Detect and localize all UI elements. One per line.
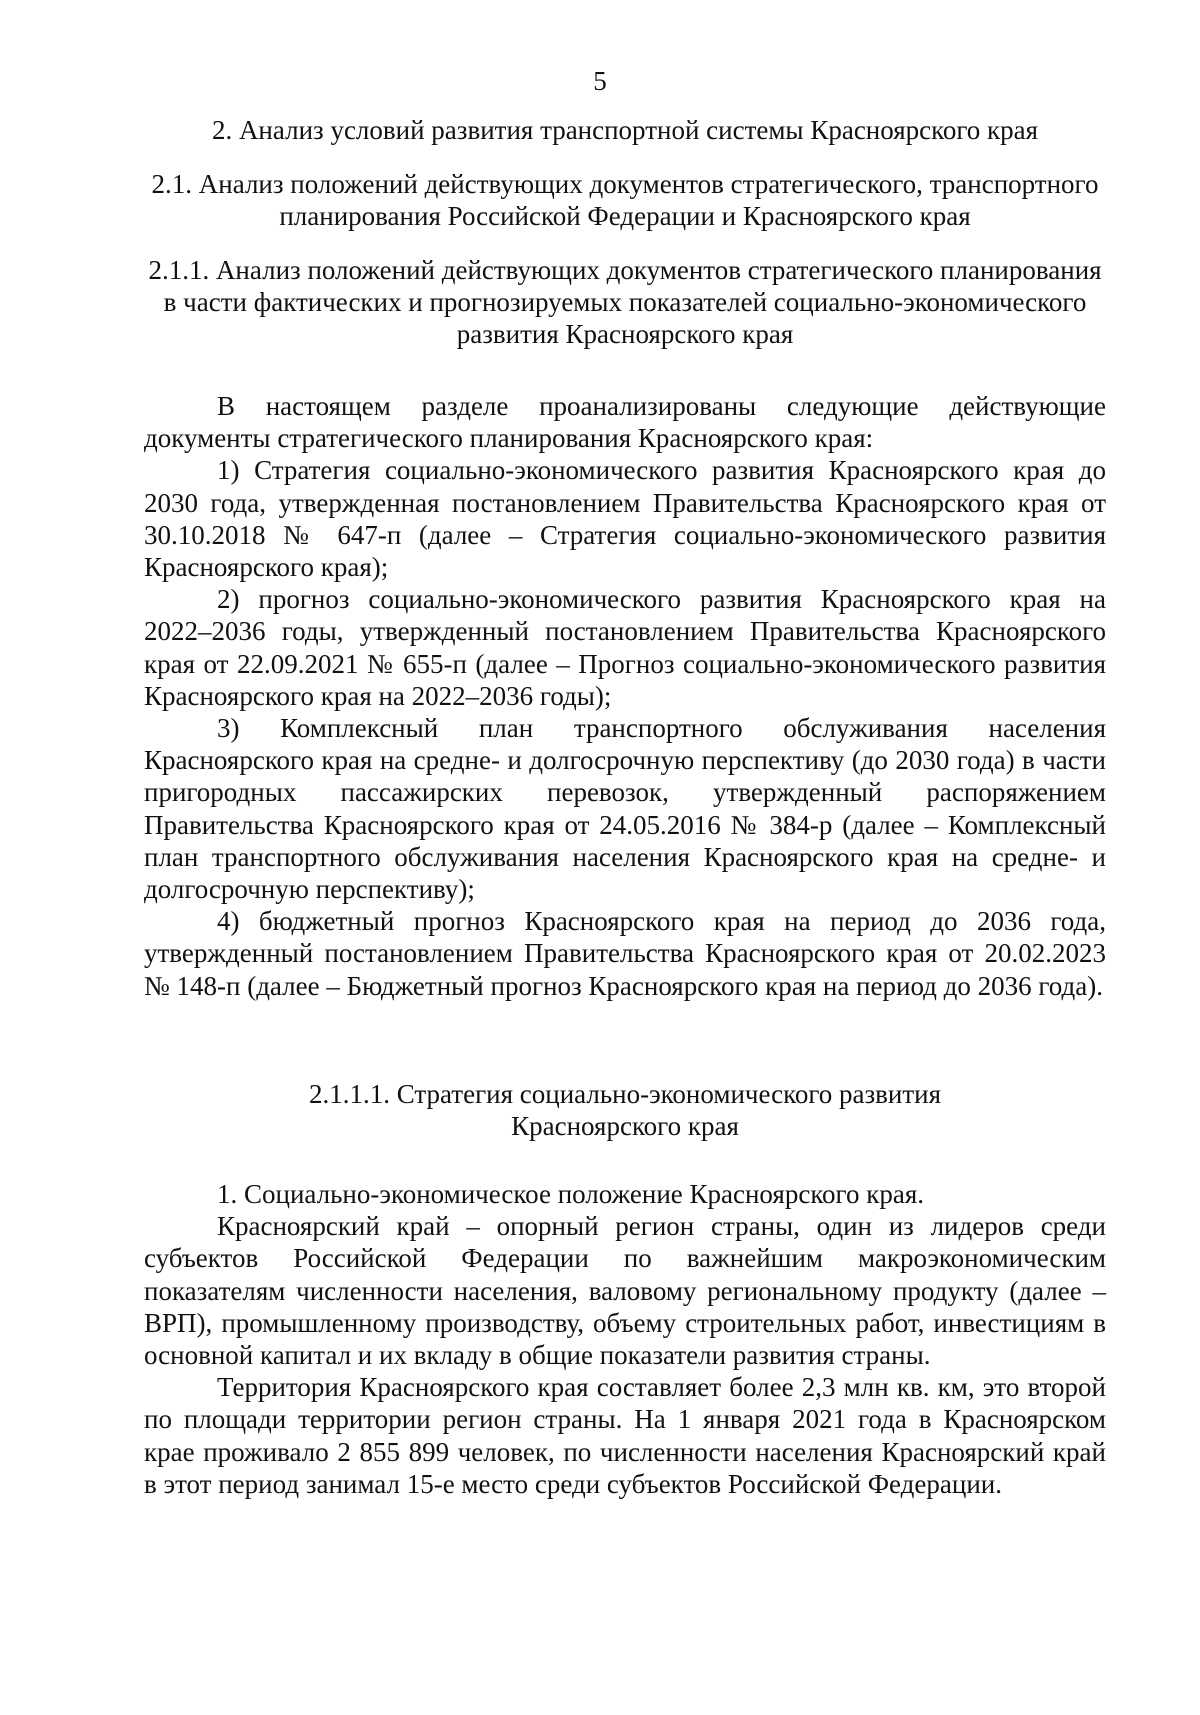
list-item: 2) прогноз социально-экономического развития Красноярского края на 2022–2036 годы, утвержденный постановлением Правительства Красноярского края от 22.09.2021 № 655-п (далее – Прогноз социально-экономического развития Красноярского края на 2022–2036 годы); — [144, 584, 1106, 711]
paragraph: Красноярский край – опорный регион страны, один из лидеров среди субъектов Российской Федерации по важнейшим макроэкономическим показателям численности населения, валовому региональному продукту (далее – ВРП), промышленному производству, объему строительных работ, инвестициям в основной капитал и их вкладу в общие показатели развития страны. — [144, 1211, 1106, 1371]
list-item: 1) Стратегия социально-экономического развития Красноярского края до 2030 года, утвержденная постановлением Правительства Красноярского края от 30.10.2018 № 647-п (далее – Стратегия социально-экономического развития Красноярского края); — [144, 455, 1106, 583]
strategy-text-block — [144, 1178, 1106, 1500]
page-number: 5 — [593, 66, 607, 96]
subsubsection-heading: 2.1.1. Анализ положений действующих документов стратегического планирования в части фактических и прогнозируемых показателей социально-экономического развития Красноярского края — [148, 255, 1102, 349]
list-item: 3) Комплексный план транспортного обслуживания населения Красноярского края на средне- и долгосрочную перспективу (до 2030 года) в части пригородных пассажирских перевозок, утвержденный распоряжением Правительства Красноярского края от 24.05.2016 № 384-р (далее – Комплексный план транспортного обслуживания населения Красноярского края на средне- и долгосрочную перспективу); — [144, 713, 1106, 905]
strategy-heading-line: Красноярского края — [511, 1111, 739, 1141]
section-heading: 2. Анализ условий развития транспортной системы Красноярского края — [211, 115, 1039, 145]
strategy-heading — [140, 1078, 1110, 1142]
list-item: 4) бюджетный прогноз Красноярского края на период до 2036 года, утвержденный постановлением Правительства Красноярского края от 20.02.2023 № 148-п (далее – Бюджетный прогноз Красноярского края на период до 2036 года). — [144, 906, 1106, 1001]
subsection-heading: 2.1. Анализ положений действующих документов стратегического, транспортного планирования Российской Федерации и Красноярского края — [151, 169, 1099, 231]
paragraph-intro: В настоящем разделе проанализированы следующие действующие документы стратегического планирования Красноярского края: — [144, 391, 1106, 454]
paragraph: Территория Красноярского края составляет более 2,3 млн кв. км, это второй по площади территории регион страны. На 1 января 2021 года в Красноярском крае проживало 2 855 899 человек, по численности населения Красноярский край в этот период занимал 15-е место среди субъектов Российской Федерации. — [144, 1372, 1106, 1499]
documents-list-block — [144, 390, 1106, 1002]
paragraph: 1. Социально-экономическое положение Красноярского края. — [217, 1179, 924, 1209]
strategy-heading-line: 2.1.1.1. Стратегия социально-экономического развития — [308, 1079, 942, 1109]
